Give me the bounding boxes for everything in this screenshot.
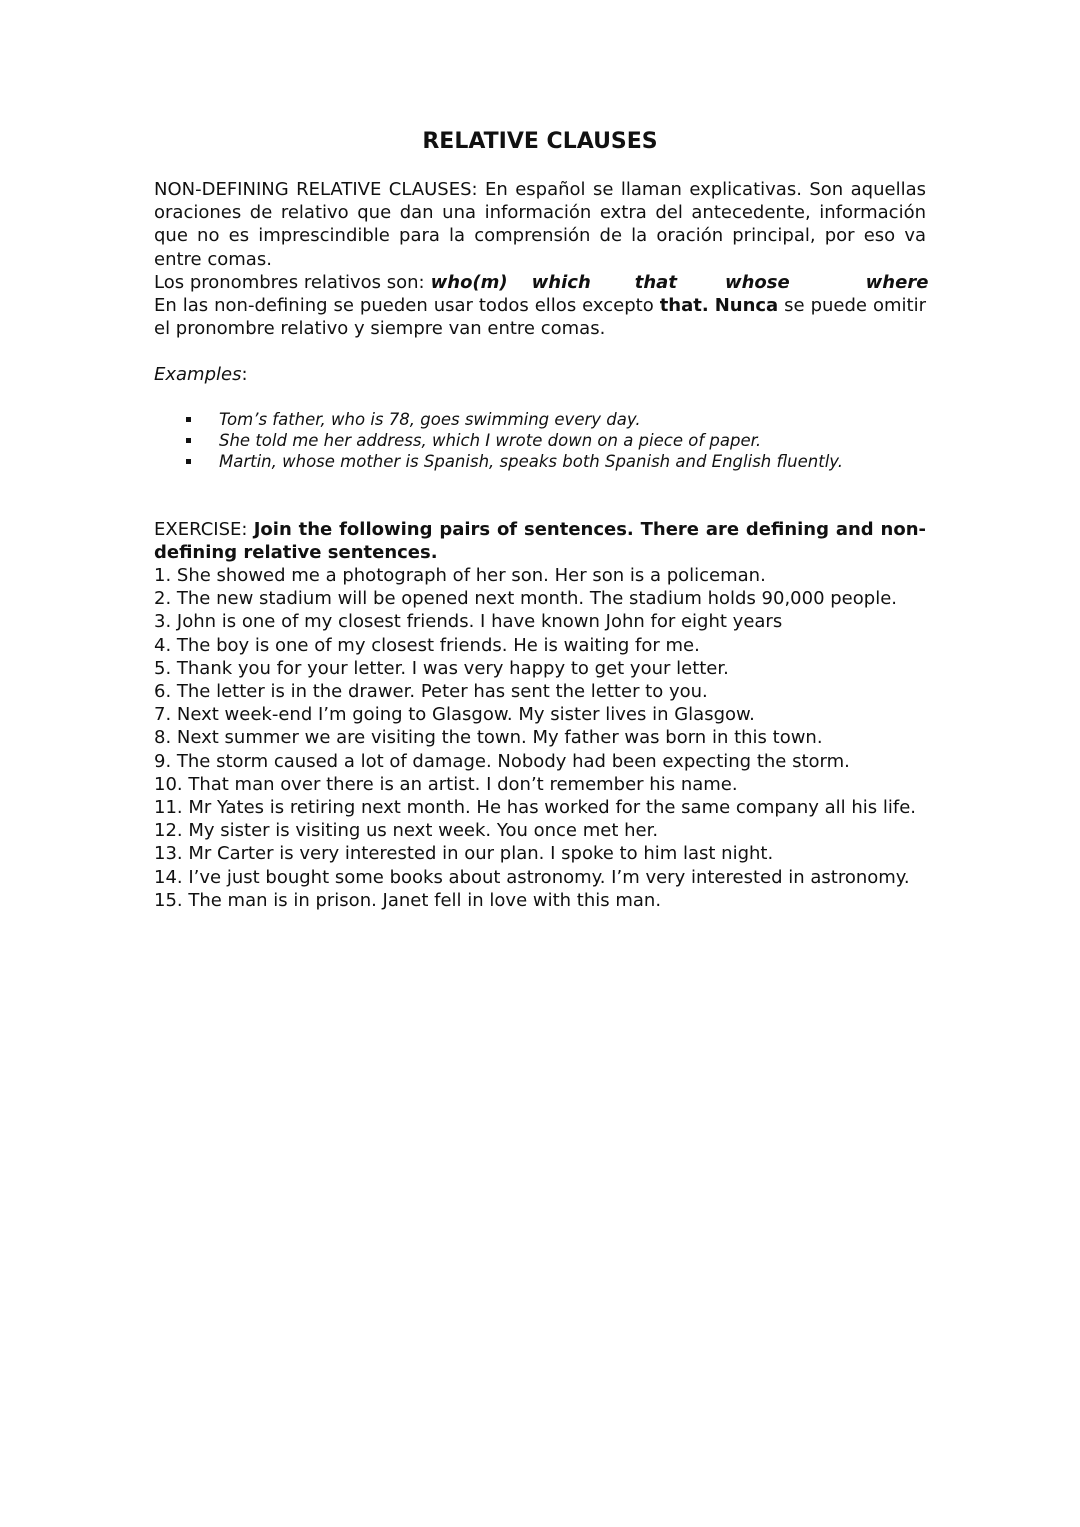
exercise-item: 13. Mr Carter is very interested in our plan. I spoke to him last night.	[154, 843, 774, 865]
pronoun-whom: who(m)	[430, 271, 508, 293]
exercise-section	[154, 518, 926, 912]
examples-colon: :	[241, 364, 248, 386]
rule-start: En las non-defining se pueden usar todos ellos excepto	[154, 295, 654, 317]
pronoun-whose: whose	[724, 271, 790, 293]
exercise-item: 4. The boy is one of my closest friends. He is waiting for me.	[154, 634, 700, 656]
example-item	[154, 409, 926, 430]
exercise-heading	[154, 518, 926, 564]
rule-that: that	[659, 295, 702, 317]
examples-list	[154, 409, 926, 472]
exercise-item: 8. Next summer we are visiting the town. My father was born in this town.	[154, 727, 823, 749]
example-text: Tom’s father, who is 78, goes swimming every day.	[219, 409, 641, 429]
exercise-item: 5. Thank you for your letter. I was very happy to get your letter.	[154, 657, 729, 679]
pronouns-label: Los pronombres relativos son:	[154, 271, 425, 293]
examples-heading	[154, 363, 926, 386]
exercise-instruction: Join the following pairs of sentences. There are defining and non-defining relative sentences.	[154, 518, 926, 563]
exercise-item: 15. The man is in prison. Janet fell in love with this man.	[154, 889, 662, 911]
exercise-item: 3. John is one of my closest friends. I have known John for eight years	[154, 611, 783, 633]
intro-paragraph: NON-DEFINING RELATIVE CLAUSES: En español se llaman explicativas. Son aquellas oraciones de relativo que dan una información extra del antecedente, información que no es imprescindible para la comprensión de la oración principal, por eso va entre comas.	[154, 179, 926, 270]
example-item	[154, 430, 926, 451]
example-text: She told me her address, which I wrote down on a piece of paper.	[219, 430, 762, 450]
examples-label: Examples	[154, 364, 242, 386]
exercise-item: 12. My sister is visiting us next week. You once met her.	[154, 820, 659, 842]
exercise-item: 10. That man over there is an artist. I don’t remember his name.	[154, 773, 738, 795]
exercise-list	[154, 564, 926, 912]
exercise-item: 9. The storm caused a lot of damage. Nobody had been expecting the storm.	[154, 750, 850, 772]
bullet-square-icon	[186, 417, 191, 422]
rule-end: se puede omitir el pronombre relativo y siempre van entre comas.	[154, 295, 926, 340]
pronoun-where: where	[865, 271, 929, 293]
exercise-item: 6. The letter is in the drawer. Peter has sent the letter to you.	[154, 681, 708, 703]
pronoun-which: which	[531, 271, 591, 293]
exercise-label: EXERCISE:	[154, 518, 248, 540]
exercise-item: 11. Mr Yates is retiring next month. He has worked for the same company all his life.	[154, 797, 916, 819]
pronoun-that: that	[634, 271, 677, 293]
pronouns-line	[154, 271, 929, 294]
example-text: Martin, whose mother is Spanish, speaks both Spanish and English fluently.	[219, 451, 844, 471]
bullet-square-icon	[186, 438, 191, 443]
document-page	[154, 126, 929, 912]
exercise-item: 2. The new stadium will be opened next month. The stadium holds 90,000 people.	[154, 588, 897, 610]
rule-dot: .	[701, 295, 709, 317]
rule-nunca: Nunca	[714, 295, 779, 317]
exercise-item: 14. I’ve just bought some books about astronomy. I’m very interested in astronomy.	[154, 866, 910, 888]
example-item	[154, 451, 926, 472]
exercise-item: 7. Next week-end I’m going to Glasgow. My sister lives in Glasgow.	[154, 704, 755, 726]
bullet-square-icon	[186, 459, 191, 464]
page-title: RELATIVE CLAUSES	[422, 129, 658, 154]
rule-paragraph	[154, 294, 926, 340]
exercise-item: 1. She showed me a photograph of her son. Her son is a policeman.	[154, 565, 766, 587]
